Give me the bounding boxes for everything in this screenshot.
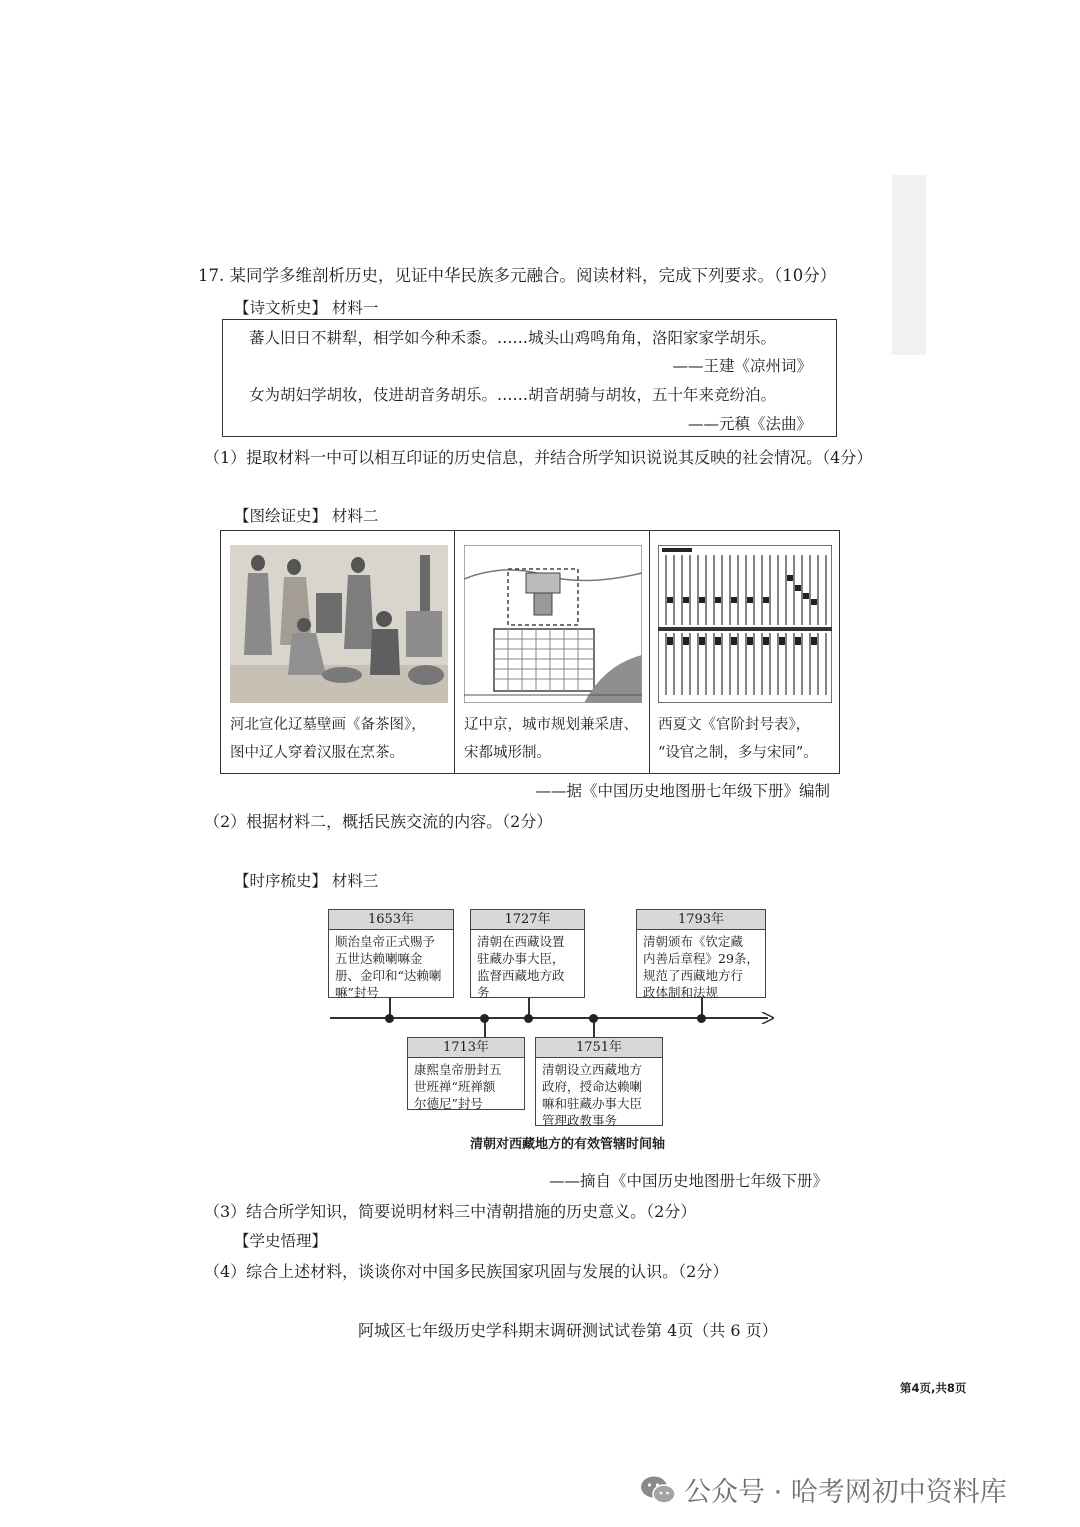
- timeline-dot-1713: [480, 1014, 489, 1023]
- event-year-1793: 1793年: [637, 910, 765, 930]
- event-1751-line: 嘛和驻藏办事大臣: [542, 1096, 643, 1111]
- sub-question-1: （1）提取材料一中可以相互印证的历史信息，并结合所学知识说说其反映的社会情况。（4分）: [204, 448, 873, 467]
- poem-attribution-1: ——王建《凉州词》: [672, 357, 812, 375]
- timeline-arrow-icon: [762, 1012, 774, 1024]
- event-box-1653: [328, 909, 454, 998]
- poem-box: [222, 319, 837, 437]
- event-1727-line: 清朝在西藏设置: [477, 934, 565, 949]
- event-box-1713: [407, 1037, 525, 1110]
- image-cell-table: [649, 531, 838, 773]
- timeline-caption: 清朝对西藏地方的有效管辖时间轴: [470, 1137, 666, 1152]
- caption-city-2: 宋都城形制。: [464, 745, 551, 761]
- caption-city-1: 辽中京，城市规划兼采唐、: [464, 717, 638, 733]
- event-1713-line: 康熙皇帝册封五: [414, 1062, 502, 1077]
- material3-source: ——摘自《中国历史地图册七年级下册》: [548, 1172, 828, 1190]
- image-table: [220, 530, 840, 774]
- event-1727-line: 务: [477, 985, 490, 1000]
- event-box-1727: [470, 909, 585, 998]
- event-box-1751: [535, 1037, 663, 1126]
- material2-source: ——据《中国历史地图册七年级下册》编制: [535, 782, 830, 800]
- sub-question-2: （2）根据材料二，概括民族交流的内容。（2分）: [204, 812, 553, 831]
- event-1751-line: 政府，授命达赖喇: [542, 1079, 643, 1094]
- event-1653-line: 嘛”封号: [335, 985, 379, 1000]
- page-number: 第4页,共8页: [900, 1381, 967, 1395]
- timeline-dot-1793: [697, 1014, 706, 1023]
- caption-mural-1: 河北宣化辽墓壁画《备茶图》，: [230, 717, 426, 733]
- event-1751-line: 管理政教事务: [542, 1113, 618, 1128]
- tea-mural-image: [230, 545, 448, 703]
- event-year-1713: 1713年: [408, 1038, 524, 1058]
- watermark: [640, 1470, 1007, 1509]
- caption-table-2: “设官之制，多与宋同”。: [658, 745, 818, 761]
- question-title: 17. 某同学多维剖析历史，见证中华民族多元融合。阅读材料，完成下列要求。（10分）: [198, 266, 837, 285]
- event-1653-line: 册、金印和“达赖喇: [335, 968, 442, 983]
- image-cell-city: [454, 531, 649, 773]
- poem-line-1: 蕃人旧日不耕犁，相学如今种禾黍。……城头山鸡鸣角角，洛阳家家学胡乐。: [249, 329, 777, 347]
- event-box-1793: [636, 909, 766, 998]
- event-1751-line: 清朝设立西藏地方: [542, 1062, 643, 1077]
- material4-label: 【学史悟理】: [234, 1232, 328, 1250]
- scan-artifact: [892, 175, 926, 355]
- material3-label: 【时序梳史】 材料三: [234, 872, 379, 890]
- event-year-1653: 1653年: [329, 910, 453, 930]
- event-year-1751: 1751年: [536, 1038, 662, 1058]
- event-1793-line: 内善后章程》29条，: [643, 951, 759, 966]
- material1-label: 【诗文析史】 材料一: [234, 299, 379, 317]
- event-1727-line: 监督西藏地方政: [477, 968, 565, 983]
- event-1713-line: 世班禅“班禅额: [414, 1079, 496, 1094]
- liao-city-map-image: [464, 545, 642, 703]
- timeline-dot-1751: [589, 1014, 598, 1023]
- event-1713-line: 尔德尼”封号: [414, 1096, 483, 1111]
- caption-table-1: 西夏文《官阶封号表》，: [658, 717, 811, 733]
- timeline-dot-1653: [385, 1014, 394, 1023]
- caption-mural-2: 图中辽人穿着汉服在烹茶。: [230, 745, 404, 761]
- timeline-dot-1727: [524, 1014, 533, 1023]
- event-1653-line: 五世达赖喇嘛金: [335, 951, 423, 966]
- event-1653-line: 顺治皇帝正式赐予: [335, 934, 436, 949]
- poem-attribution-2: ——元稹《法曲》: [687, 415, 812, 433]
- sub-question-3: （3）结合所学知识，简要说明材料三中清朝措施的历史意义。（2分）: [204, 1202, 697, 1221]
- event-1793-line: 规范了西藏地方行: [643, 968, 744, 983]
- wechat-icon: [640, 1475, 676, 1505]
- material2-label: 【图绘证史】 材料二: [234, 507, 379, 525]
- event-1727-line: 驻藏办事大臣，: [477, 951, 565, 966]
- event-1793-line: 清朝颁布《钦定藏: [643, 934, 744, 949]
- exam-footer: 阿城区七年级历史学科期末调研测试试卷第 4页（共 6 页）: [358, 1321, 778, 1340]
- event-1793-line: 政体制和法规: [643, 985, 719, 1000]
- sub-question-4: （4）综合上述材料，谈谈你对中国多民族国家巩固与发展的认识。（2分）: [204, 1262, 729, 1281]
- poem-line-2: 女为胡妇学胡妆，伎进胡音务胡乐。……胡音胡骑与胡妆，五十年来竞纷泊。: [249, 386, 777, 404]
- watermark-text: 公众号 · 哈考网初中资料库: [684, 1477, 1007, 1508]
- xixia-rank-table-image: [658, 545, 832, 703]
- event-year-1727: 1727年: [471, 910, 584, 930]
- image-cell-mural: [221, 531, 454, 773]
